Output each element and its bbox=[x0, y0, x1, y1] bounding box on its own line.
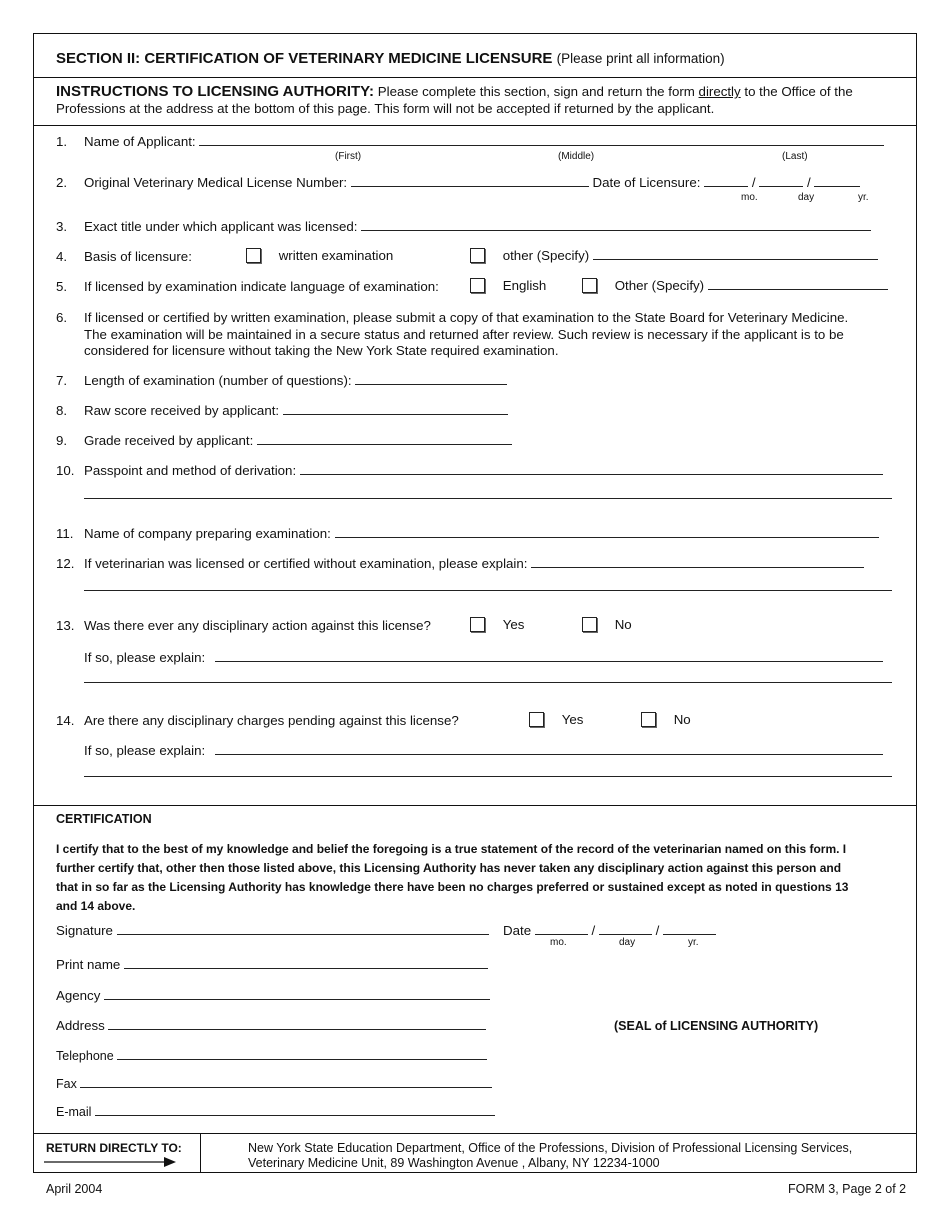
item-6-text: If licensed or certified by written examination, please submit a copy of that examination to the State Board for Veterinary Medicine. The examination will be maintained in a secure status and returned after review. Such review is necessary if the applicant is to be considered for licensure without taking the New York State required examination. bbox=[84, 310, 849, 358]
item-14-label: Are there any disciplinary charges pending against this license? bbox=[84, 713, 459, 728]
fax-field[interactable] bbox=[80, 1076, 492, 1088]
divider-footer bbox=[34, 1133, 916, 1134]
divider-certification bbox=[34, 805, 916, 806]
item-13-explain: If so, please explain: bbox=[84, 650, 883, 665]
other-basis-field[interactable] bbox=[593, 248, 878, 260]
first-name-caption: (First) bbox=[335, 151, 362, 162]
signature-row: Signature bbox=[56, 923, 489, 938]
item-5-option-other: Other (Specify) bbox=[582, 278, 888, 293]
email-field[interactable] bbox=[95, 1104, 495, 1116]
agency-row: Agency bbox=[56, 988, 490, 1003]
cert-day-field[interactable] bbox=[599, 923, 652, 935]
item-2: Original Veterinary Medical License Number: Date of Licensure: / / bbox=[84, 175, 860, 190]
passpoint-field-line-2[interactable] bbox=[84, 498, 892, 499]
pending-charges-no-checkbox[interactable] bbox=[641, 712, 656, 727]
middle-name-caption: (Middle) bbox=[558, 151, 595, 162]
item-14-yes: Yes bbox=[529, 712, 583, 727]
pending-charges-explain-field[interactable] bbox=[215, 743, 883, 755]
license-title-field[interactable] bbox=[361, 219, 871, 231]
licensure-year-field[interactable] bbox=[814, 175, 860, 187]
exam-company-field[interactable] bbox=[335, 526, 879, 538]
item-8: Raw score received by applicant: bbox=[84, 403, 508, 418]
item-6-number: 6. bbox=[56, 310, 68, 325]
disciplinary-action-explain-field[interactable] bbox=[215, 650, 883, 662]
telephone-field[interactable] bbox=[117, 1048, 487, 1060]
arrow-right-icon bbox=[44, 1156, 178, 1168]
item-10: Passpoint and method of derivation: bbox=[84, 463, 883, 478]
other-language-checkbox[interactable] bbox=[582, 278, 597, 293]
signature-field[interactable] bbox=[117, 923, 489, 935]
no-exam-explain-line-2[interactable] bbox=[84, 590, 892, 591]
year-caption: yr. bbox=[858, 192, 869, 203]
return-address: New York State Education Department, Office of the Professions, Division of Professional Licensing Services, Veterinary Medicine Unit, 89 Washington Avenue , Albany, NY 12234-1000 bbox=[248, 1141, 853, 1170]
item-13-number: 13. bbox=[56, 618, 75, 633]
telephone-row: Telephone bbox=[56, 1048, 487, 1063]
passpoint-field[interactable] bbox=[300, 463, 883, 475]
certification-title: CERTIFICATION bbox=[56, 812, 152, 826]
item-7-number: 7. bbox=[56, 373, 68, 388]
english-checkbox[interactable] bbox=[470, 278, 485, 293]
revision-date: April 2004 bbox=[46, 1182, 103, 1196]
item-5-option-english: English bbox=[470, 278, 546, 293]
item-14-number: 14. bbox=[56, 713, 75, 728]
seal-label: (SEAL of LICENSING AUTHORITY) bbox=[614, 1019, 819, 1033]
other-language-field[interactable] bbox=[708, 278, 888, 290]
divider-header bbox=[34, 77, 916, 78]
item-3-number: 3. bbox=[56, 219, 68, 234]
item-5-number: 5. bbox=[56, 279, 68, 294]
item-12-number: 12. bbox=[56, 556, 75, 571]
item-2-number: 2. bbox=[56, 175, 68, 190]
licensure-day-field[interactable] bbox=[759, 175, 803, 187]
certification-statement: I certify that to the best of my knowledge and belief the foregoing is a true statement of the record of the veterinarian named on this form. I further certify that, other then those listed above, this Licensing Authority has never taken any disciplinary action against this person and that in so far as the Licensing Authority has knowledge there have been no charges preferred or sustained except as noted in questions 13 and 14 above. bbox=[56, 842, 849, 913]
raw-score-field[interactable] bbox=[283, 403, 508, 415]
item-12: If veterinarian was licensed or certified without examination, please explain: bbox=[84, 556, 864, 571]
cert-month-caption: mo. bbox=[550, 937, 567, 948]
item-14-explain: If so, please explain: bbox=[84, 743, 883, 758]
cert-date-row: Date / / bbox=[503, 923, 716, 938]
item-5-label: If licensed by examination indicate language of examination: bbox=[84, 279, 439, 294]
item-11-number: 11. bbox=[56, 526, 74, 541]
address-field[interactable] bbox=[108, 1018, 486, 1030]
disciplinary-action-yes-checkbox[interactable] bbox=[470, 617, 485, 632]
item-8-number: 8. bbox=[56, 403, 68, 418]
pending-charges-explain-line-2[interactable] bbox=[84, 776, 892, 777]
last-name-caption: (Last) bbox=[782, 151, 808, 162]
item-4-number: 4. bbox=[56, 249, 68, 264]
item-14-no: No bbox=[641, 712, 691, 727]
item-1-number: 1. bbox=[56, 134, 68, 149]
item-11: Name of company preparing examination: bbox=[84, 526, 879, 541]
pending-charges-yes-checkbox[interactable] bbox=[529, 712, 544, 727]
form-page-id: FORM 3, Page 2 of 2 bbox=[788, 1182, 907, 1196]
agency-field[interactable] bbox=[104, 988, 490, 1000]
disciplinary-action-explain-line-2[interactable] bbox=[84, 682, 892, 683]
item-3: Exact title under which applicant was licensed: bbox=[84, 219, 871, 234]
item-9-number: 9. bbox=[56, 433, 68, 448]
item-9: Grade received by applicant: bbox=[84, 433, 512, 448]
exam-length-field[interactable] bbox=[355, 373, 507, 385]
print-name-field[interactable] bbox=[124, 957, 488, 969]
item-10-number: 10. bbox=[56, 463, 75, 478]
licensure-month-field[interactable] bbox=[704, 175, 748, 187]
item-4-option-written: written examination bbox=[246, 248, 393, 263]
cert-month-field[interactable] bbox=[535, 923, 588, 935]
address-row: Address bbox=[56, 1018, 486, 1033]
return-label: RETURN DIRECTLY TO: bbox=[46, 1141, 182, 1155]
divider-instructions bbox=[34, 125, 916, 126]
section-title: SECTION II: CERTIFICATION OF VETERINARY MEDICINE LICENSURE (Please print all information) bbox=[56, 50, 725, 67]
item-4-label: Basis of licensure: bbox=[84, 249, 192, 264]
cert-year-field[interactable] bbox=[663, 923, 716, 935]
day-caption: day bbox=[798, 192, 815, 203]
item-13-label: Was there ever any disciplinary action against this license? bbox=[84, 618, 431, 633]
item-13-no: No bbox=[582, 617, 632, 632]
written-exam-checkbox[interactable] bbox=[246, 248, 261, 263]
email-row: E-mail bbox=[56, 1104, 495, 1119]
grade-field[interactable] bbox=[257, 433, 512, 445]
divider-return bbox=[200, 1133, 201, 1172]
cert-day-caption: day bbox=[619, 937, 636, 948]
other-basis-checkbox[interactable] bbox=[470, 248, 485, 263]
no-exam-explain-field[interactable] bbox=[531, 556, 864, 568]
item-13-yes: Yes bbox=[470, 617, 524, 632]
instructions: INSTRUCTIONS TO LICENSING AUTHORITY: Please complete this section, sign and return the form directly to the Office of the Professions at the address at the bottom of this page. This form will not be accepted if returned by the applicant. bbox=[56, 83, 853, 116]
disciplinary-action-no-checkbox[interactable] bbox=[582, 617, 597, 632]
item-4-option-other: other (Specify) bbox=[470, 248, 878, 263]
applicant-name-field[interactable] bbox=[199, 134, 884, 146]
cert-year-caption: yr. bbox=[688, 937, 699, 948]
item-7: Length of examination (number of questions): bbox=[84, 373, 507, 388]
license-number-field[interactable] bbox=[351, 175, 589, 187]
item-1: Name of Applicant: bbox=[84, 134, 884, 149]
print-name-row: Print name bbox=[56, 957, 488, 972]
month-caption: mo. bbox=[741, 192, 758, 203]
fax-row: Fax bbox=[56, 1076, 492, 1091]
